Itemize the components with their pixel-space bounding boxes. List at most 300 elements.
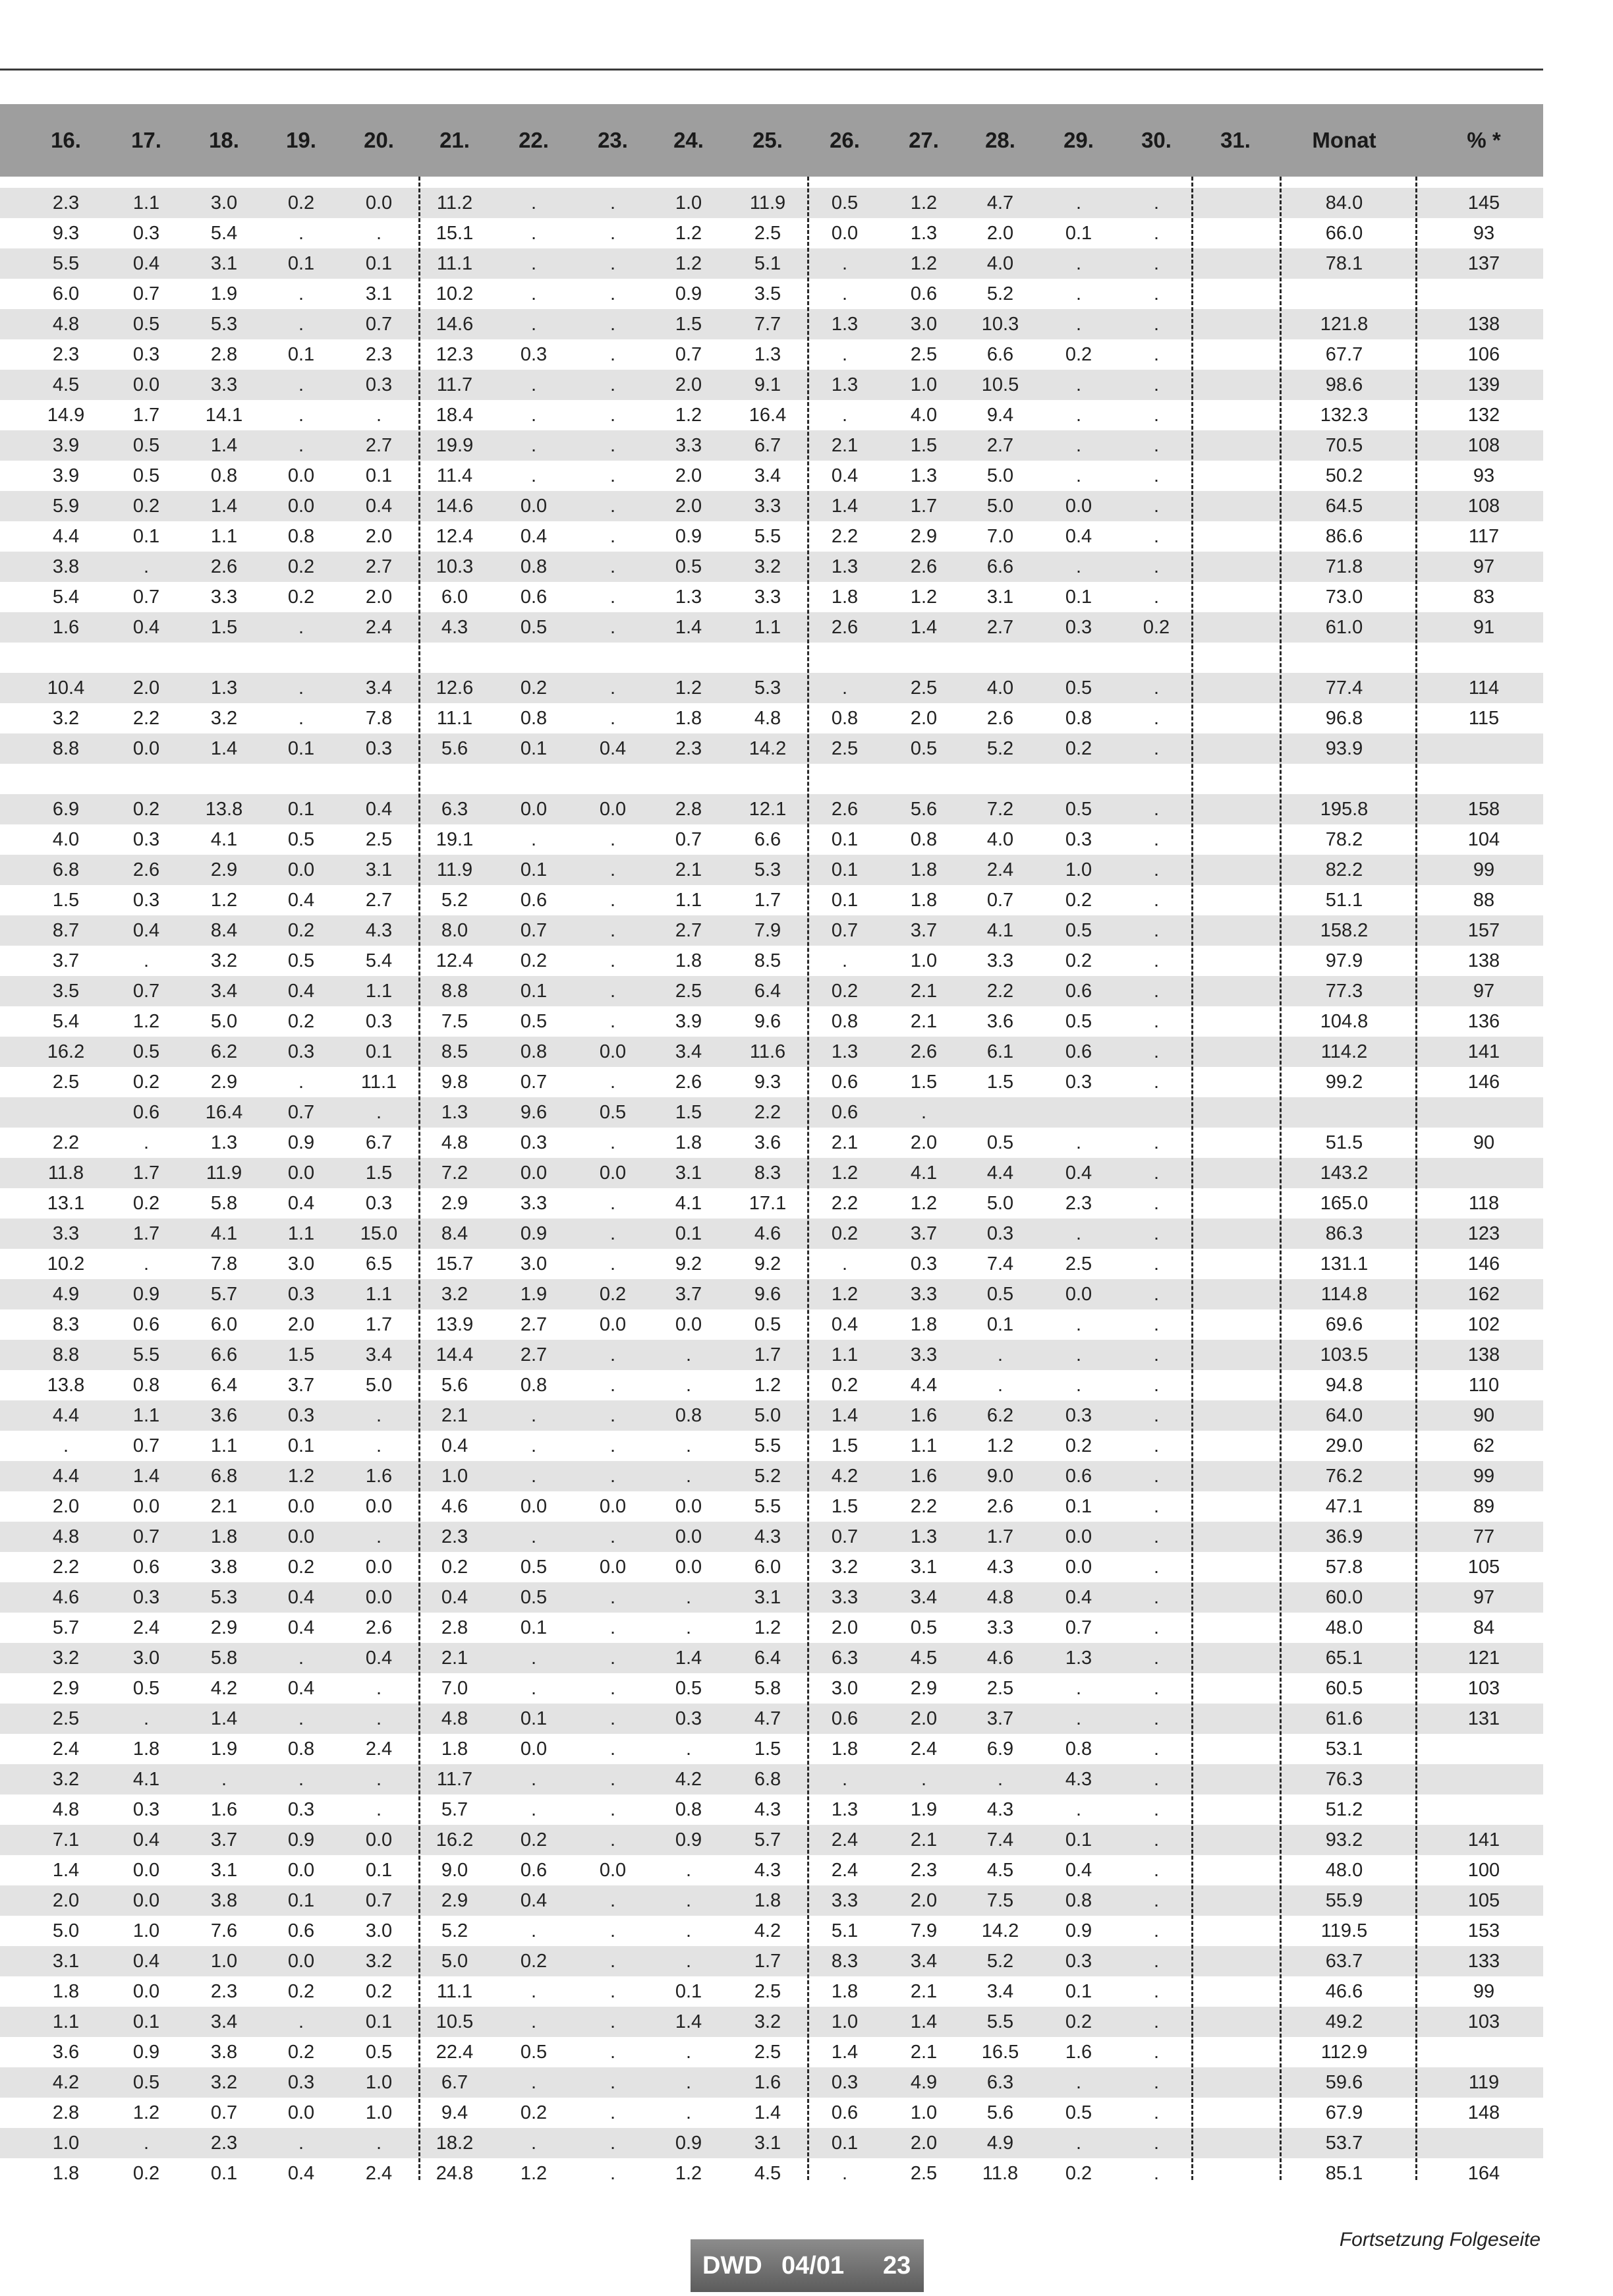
table-cell: 1.8 xyxy=(831,587,859,608)
table-cell: 0.4 xyxy=(520,1890,548,1911)
table-cell: 108 xyxy=(1467,496,1500,517)
table-cell: 5.8 xyxy=(754,1678,781,1699)
table-cell: 0.0 xyxy=(132,1860,160,1881)
table-cell: 1.1 xyxy=(675,890,702,911)
table-cell: 0.1 xyxy=(365,465,393,486)
table-cell: 1.1 xyxy=(910,1435,938,1456)
table-cell: 6.9 xyxy=(52,799,80,820)
table-cell: 8.8 xyxy=(52,738,80,759)
table-cell: 1.3 xyxy=(831,556,859,577)
table-cell: 3.4 xyxy=(675,1041,702,1062)
table-cell: . xyxy=(609,556,616,577)
table-cell: 0.0 xyxy=(132,374,160,395)
table-cell: 3.7 xyxy=(910,920,938,941)
table-cell: 0.0 xyxy=(132,1496,160,1517)
table-cell: 93.2 xyxy=(1325,1829,1363,1851)
table-cell: 0.0 xyxy=(599,1557,627,1578)
table-cell: . xyxy=(609,465,616,486)
table-cell: 11.9 xyxy=(206,1162,242,1184)
table-cell: . xyxy=(376,1799,382,1820)
table-cell: 6.7 xyxy=(365,1132,393,1153)
table-cell: 2.3 xyxy=(441,1526,468,1547)
table-cell: 11.6 xyxy=(749,1041,786,1062)
table-cell: 5.9 xyxy=(52,496,80,517)
table-cell: 14.6 xyxy=(436,314,474,335)
table-cell xyxy=(1285,643,1403,673)
table-cell: . xyxy=(298,708,304,729)
table-cell xyxy=(1199,400,1272,430)
table-cell xyxy=(265,643,337,673)
table-cell: . xyxy=(609,1981,616,2002)
table-cell xyxy=(1199,764,1272,794)
table-cell xyxy=(30,764,102,794)
table-cell: 2.4 xyxy=(910,1738,938,1760)
table-cell: 3.2 xyxy=(210,950,238,971)
table-cell: 3.3 xyxy=(831,1890,859,1911)
table-cell xyxy=(30,643,102,673)
column-header: 21. xyxy=(439,128,470,152)
table-cell: 3.3 xyxy=(520,1193,548,1214)
table-row xyxy=(0,461,1543,491)
table-cell: . xyxy=(841,1769,848,1790)
table-cell: 0.6 xyxy=(520,890,548,911)
table-cell: 3.2 xyxy=(831,1557,859,1578)
table-cell: 57.8 xyxy=(1325,1557,1363,1578)
table-cell: 1.8 xyxy=(675,950,702,971)
table-cell: 2.5 xyxy=(675,981,702,1002)
table-row xyxy=(0,491,1543,521)
table-cell: 3.6 xyxy=(754,1132,781,1153)
table-cell: 4.0 xyxy=(986,829,1014,850)
table-cell: 4.3 xyxy=(986,1557,1014,1578)
table-cell: 67.7 xyxy=(1325,344,1363,365)
table-cell: 0.5 xyxy=(287,950,315,971)
table-cell: 0.5 xyxy=(675,556,702,577)
table-cell: 0.2 xyxy=(831,1375,859,1396)
table-cell: . xyxy=(1153,1617,1160,1638)
table-cell xyxy=(1199,1704,1272,1734)
table-cell: 5.6 xyxy=(910,799,938,820)
table-cell: 1.8 xyxy=(910,890,938,911)
table-cell: 121 xyxy=(1467,1648,1500,1669)
table-cell: . xyxy=(298,2133,304,2154)
table-cell: 0.1 xyxy=(1065,1981,1092,2002)
table-cell xyxy=(1199,1188,1272,1219)
table-cell: 2.1 xyxy=(441,1405,468,1426)
table-cell xyxy=(1199,1006,1272,1037)
table-cell: 8.8 xyxy=(441,981,468,1002)
table-cell: 2.9 xyxy=(210,859,238,880)
table-cell: 4.4 xyxy=(52,526,80,547)
page-number: 23 xyxy=(883,2252,911,2280)
table-cell: 0.0 xyxy=(287,1526,315,1547)
table-cell: 9.6 xyxy=(754,1011,781,1032)
table-cell: 0.2 xyxy=(365,1981,393,2002)
table-cell: . xyxy=(530,1466,537,1487)
table-cell: 2.8 xyxy=(210,344,238,365)
table-cell xyxy=(808,643,881,673)
table-cell: . xyxy=(1153,1466,1160,1487)
table-cell: 15.7 xyxy=(436,1253,474,1275)
table-cell: 1.2 xyxy=(287,1466,315,1487)
table-cell: 0.5 xyxy=(132,2072,160,2093)
table-cell: 0.2 xyxy=(287,587,315,608)
table-cell: 1.3 xyxy=(210,1132,238,1153)
table-cell: 1.0 xyxy=(365,2102,393,2123)
table-cell: . xyxy=(1153,223,1160,244)
table-cell: 4.1 xyxy=(210,829,238,850)
table-cell: 1.2 xyxy=(675,253,702,274)
table-cell: 2.3 xyxy=(675,738,702,759)
table-cell: . xyxy=(1075,435,1082,456)
table-cell: . xyxy=(1153,1132,1160,1153)
table-cell: . xyxy=(609,1011,616,1032)
table-cell: 0.5 xyxy=(520,617,548,638)
table-cell: . xyxy=(841,950,848,971)
table-cell xyxy=(1120,643,1193,673)
table-cell: 0.3 xyxy=(1065,617,1092,638)
table-cell xyxy=(1199,1309,1272,1340)
table-cell: 3.2 xyxy=(754,2011,781,2032)
table-cell xyxy=(343,643,415,673)
table-cell: 70.5 xyxy=(1325,435,1363,456)
table-cell: 6.3 xyxy=(441,799,468,820)
table-cell: 99.2 xyxy=(1325,1072,1363,1093)
table-cell xyxy=(1199,430,1272,461)
table-cell: . xyxy=(1153,283,1160,304)
table-cell: 69.6 xyxy=(1325,1314,1363,1335)
column-header: 17. xyxy=(131,128,161,152)
table-cell: . xyxy=(1153,1799,1160,1820)
table-cell xyxy=(1199,1552,1272,1582)
table-cell: 0.3 xyxy=(1065,1405,1092,1426)
table-cell xyxy=(1199,1279,1272,1309)
table-cell: 49.2 xyxy=(1325,2011,1363,2032)
table-cell: 5.4 xyxy=(52,1011,80,1032)
table-cell: 0.1 xyxy=(287,1890,315,1911)
table-cell: 12.4 xyxy=(436,526,474,547)
table-cell xyxy=(1199,1643,1272,1673)
table-cell: 61.6 xyxy=(1325,1708,1363,1729)
table-cell: 2.7 xyxy=(365,435,393,456)
table-cell: 118 xyxy=(1468,1193,1500,1214)
table-cell: 0.5 xyxy=(132,465,160,486)
table-row xyxy=(0,2128,1543,2158)
table-cell: 2.5 xyxy=(52,1072,80,1093)
table-cell: 90 xyxy=(1473,1132,1495,1153)
table-cell: 97 xyxy=(1473,981,1495,1002)
table-cell: 4.1 xyxy=(675,1193,702,1214)
table-cell: 5.7 xyxy=(441,1799,468,1820)
table-row xyxy=(0,1704,1543,1734)
table-cell: 2.6 xyxy=(986,708,1014,729)
table-cell: 1.3 xyxy=(754,344,781,365)
table-cell xyxy=(731,764,804,794)
table-cell: 1.4 xyxy=(132,1466,160,1487)
table-cell: 4.8 xyxy=(52,1799,80,1820)
table-cell: 1.3 xyxy=(910,1526,938,1547)
table-cell: 5.3 xyxy=(754,677,781,699)
table-cell: 7.8 xyxy=(210,1253,238,1275)
table-cell: 1.7 xyxy=(132,405,160,426)
table-cell: . xyxy=(298,1708,304,1729)
table-cell: 67.9 xyxy=(1325,2102,1363,2123)
table-cell: 0.5 xyxy=(1065,2102,1092,2123)
table-cell: 93 xyxy=(1473,465,1495,486)
table-cell: 3.3 xyxy=(986,950,1014,971)
table-cell: 2.0 xyxy=(910,1890,938,1911)
table-cell: 1.0 xyxy=(1065,859,1092,880)
table-cell: 3.3 xyxy=(210,374,238,395)
table-cell: . xyxy=(685,1587,692,1608)
table-cell: 103.5 xyxy=(1320,1344,1369,1365)
table-cell: 2.0 xyxy=(132,677,160,699)
table-cell: 6.3 xyxy=(831,1648,859,1669)
table-cell xyxy=(1199,1431,1272,1461)
table-cell: . xyxy=(298,405,304,426)
table-cell: . xyxy=(143,1253,150,1275)
table-cell xyxy=(1425,2037,1543,2067)
table-cell: 12.3 xyxy=(436,344,474,365)
table-cell: . xyxy=(1075,1708,1082,1729)
table-cell: 10.2 xyxy=(436,283,474,304)
table-cell: . xyxy=(298,617,304,638)
column-header: 19. xyxy=(286,128,316,152)
table-cell: 0.5 xyxy=(986,1132,1014,1153)
table-cell: 0.4 xyxy=(287,1678,315,1699)
table-cell: 3.1 xyxy=(675,1162,702,1184)
table-cell: 0.3 xyxy=(365,374,393,395)
table-cell: 2.2 xyxy=(132,708,160,729)
table-cell: . xyxy=(1153,1557,1160,1578)
table-cell: . xyxy=(609,920,616,941)
table-cell: . xyxy=(1153,192,1160,214)
table-cell: 6.0 xyxy=(441,587,468,608)
table-cell: 2.5 xyxy=(52,1708,80,1729)
table-cell: 106 xyxy=(1467,344,1500,365)
table-cell: . xyxy=(1153,1193,1160,1214)
table-cell: 1.5 xyxy=(910,1072,938,1093)
table-cell: . xyxy=(63,1435,69,1456)
table-cell: 1.0 xyxy=(910,2102,938,2123)
table-row xyxy=(0,1461,1543,1491)
table-cell: 2.7 xyxy=(365,556,393,577)
table-cell: 2.6 xyxy=(831,617,859,638)
table-cell: . xyxy=(609,283,616,304)
table-cell: 1.9 xyxy=(910,1799,938,1820)
table-cell: 0.9 xyxy=(287,1829,315,1851)
table-cell: 86.3 xyxy=(1325,1223,1363,1244)
table-cell: 0.3 xyxy=(132,1587,160,1608)
table-cell: . xyxy=(530,1799,537,1820)
table-cell: 0.5 xyxy=(675,1678,702,1699)
table-cell: 2.7 xyxy=(520,1314,548,1335)
column-separator xyxy=(418,177,420,2180)
table-cell: 78.2 xyxy=(1325,829,1363,850)
table-cell: . xyxy=(143,2133,150,2154)
table-cell: . xyxy=(376,1405,382,1426)
table-cell: . xyxy=(841,2163,848,2184)
table-cell: 3.1 xyxy=(986,587,1014,608)
table-cell: 1.3 xyxy=(910,465,938,486)
table-cell: . xyxy=(1075,405,1082,426)
table-cell: 3.4 xyxy=(910,1951,938,1972)
column-header: Monat xyxy=(1312,128,1376,152)
table-cell: 2.2 xyxy=(910,1496,938,1517)
table-cell: 0.2 xyxy=(132,1193,160,1214)
table-cell: 0.2 xyxy=(1065,344,1092,365)
table-cell: 0.0 xyxy=(365,1557,393,1578)
table-cell: 132 xyxy=(1467,405,1500,426)
table-cell: 0.0 xyxy=(520,1162,548,1184)
table-row xyxy=(0,521,1543,552)
table-cell: 2.6 xyxy=(910,556,938,577)
table-cell: 11.1 xyxy=(436,708,473,729)
table-cell xyxy=(1199,1522,1272,1552)
table-cell xyxy=(1199,309,1272,339)
table-cell: 0.1 xyxy=(365,1041,393,1062)
column-separator xyxy=(807,177,809,2180)
table-cell: 4.3 xyxy=(754,1526,781,1547)
table-cell: 3.0 xyxy=(910,314,938,335)
table-cell: 0.2 xyxy=(287,192,315,214)
table-cell: 133 xyxy=(1467,1951,1500,1972)
table-cell: 2.4 xyxy=(365,2163,393,2184)
table-cell: 2.9 xyxy=(441,1193,468,1214)
table-cell: 4.8 xyxy=(52,1526,80,1547)
table-cell: 0.4 xyxy=(287,981,315,1002)
column-header: 24. xyxy=(673,128,704,152)
table-cell: . xyxy=(609,1920,616,1941)
table-cell: 0.3 xyxy=(132,344,160,365)
table-cell: . xyxy=(1153,1041,1160,1062)
table-cell: . xyxy=(920,1102,927,1123)
table-cell: . xyxy=(1153,465,1160,486)
table-cell xyxy=(1425,1734,1543,1764)
table-cell: . xyxy=(609,344,616,365)
table-cell: 0.2 xyxy=(132,1072,160,1093)
table-cell: 1.5 xyxy=(365,1162,393,1184)
table-cell: 0.2 xyxy=(520,2102,548,2123)
table-cell: 0.9 xyxy=(520,1223,548,1244)
table-cell: 6.9 xyxy=(986,1738,1014,1760)
table-cell: 3.3 xyxy=(675,435,702,456)
table-row xyxy=(0,1522,1543,1552)
table-cell: . xyxy=(1153,1890,1160,1911)
table-cell: 1.2 xyxy=(910,587,938,608)
table-cell: 11.9 xyxy=(749,192,786,214)
table-cell: 0.7 xyxy=(287,1102,315,1123)
table-cell: 0.8 xyxy=(831,708,859,729)
table-row xyxy=(0,612,1543,643)
table-cell: . xyxy=(1075,1223,1082,1244)
table-cell: 5.1 xyxy=(831,1920,859,1941)
table-cell: . xyxy=(609,1072,616,1093)
table-cell: 6.5 xyxy=(365,1253,393,1275)
table-cell: . xyxy=(1075,556,1082,577)
table-cell xyxy=(30,1097,102,1128)
table-cell xyxy=(577,643,649,673)
table-cell: 0.4 xyxy=(441,1435,468,1456)
table-cell: 5.5 xyxy=(754,1435,781,1456)
table-cell: 10.3 xyxy=(981,314,1019,335)
table-cell: 6.6 xyxy=(210,1344,238,1365)
table-cell: . xyxy=(609,1799,616,1820)
table-cell: 2.7 xyxy=(986,617,1014,638)
table-cell: 94.8 xyxy=(1325,1375,1363,1396)
table-cell: 2.2 xyxy=(754,1102,781,1123)
table-cell: 7.9 xyxy=(910,1920,938,1941)
table-cell: 97 xyxy=(1473,1587,1495,1608)
table-cell: 0.3 xyxy=(986,1223,1014,1244)
table-cell: 112.9 xyxy=(1320,2042,1368,2063)
table-cell xyxy=(888,764,960,794)
table-cell: 0.1 xyxy=(365,253,393,274)
table-cell: 2.0 xyxy=(831,1617,859,1638)
table-cell xyxy=(1199,370,1272,400)
table-row xyxy=(0,1340,1543,1370)
table-cell: 2.7 xyxy=(520,1344,548,1365)
table-cell xyxy=(1199,1855,1272,1885)
column-header: 22. xyxy=(519,128,549,152)
table-cell: . xyxy=(609,405,616,426)
table-cell: 1.3 xyxy=(1065,1648,1092,1669)
table-cell: 3.3 xyxy=(910,1344,938,1365)
table-cell: . xyxy=(609,1769,616,1790)
table-cell: 5.2 xyxy=(986,283,1014,304)
table-cell: . xyxy=(1153,1981,1160,2002)
table-cell: . xyxy=(376,223,382,244)
table-cell: 1.0 xyxy=(132,1920,160,1941)
table-cell: 62 xyxy=(1473,1435,1495,1456)
table-cell: 86.6 xyxy=(1325,526,1363,547)
column-header: 28. xyxy=(985,128,1015,152)
table-cell: 0.6 xyxy=(520,587,548,608)
table-cell: 1.1 xyxy=(132,1405,160,1426)
table-cell: . xyxy=(530,192,537,214)
table-cell: 5.5 xyxy=(754,1496,781,1517)
table-cell: 1.2 xyxy=(831,1284,859,1305)
table-cell xyxy=(1425,1158,1543,1188)
table-cell: . xyxy=(1075,1678,1082,1699)
table-cell: 0.3 xyxy=(132,890,160,911)
table-cell: 0.9 xyxy=(675,1829,702,1851)
table-cell: . xyxy=(685,1466,692,1487)
column-separator xyxy=(1191,177,1193,2180)
table-cell: 1.1 xyxy=(52,2011,80,2032)
table-cell: 1.0 xyxy=(441,1466,468,1487)
table-cell: 1.5 xyxy=(986,1072,1014,1093)
table-cell: . xyxy=(609,1223,616,1244)
table-cell: 8.5 xyxy=(754,950,781,971)
table-cell xyxy=(1042,643,1115,673)
table-cell: . xyxy=(530,1648,537,1669)
table-cell: 16.2 xyxy=(47,1041,85,1062)
table-cell: 0.5 xyxy=(520,1587,548,1608)
table-cell: 1.2 xyxy=(675,2163,702,2184)
table-cell: . xyxy=(530,1526,537,1547)
table-cell: 0.6 xyxy=(910,283,938,304)
table-row xyxy=(0,2098,1543,2128)
table-cell: . xyxy=(609,981,616,1002)
table-cell: 5.2 xyxy=(754,1466,781,1487)
table-cell xyxy=(1199,1158,1272,1188)
table-cell: 4.1 xyxy=(132,1769,160,1790)
column-header: 25. xyxy=(752,128,783,152)
table-cell: 0.1 xyxy=(675,1223,702,1244)
table-cell: 5.8 xyxy=(210,1648,238,1669)
table-cell: 0.9 xyxy=(287,1132,315,1153)
